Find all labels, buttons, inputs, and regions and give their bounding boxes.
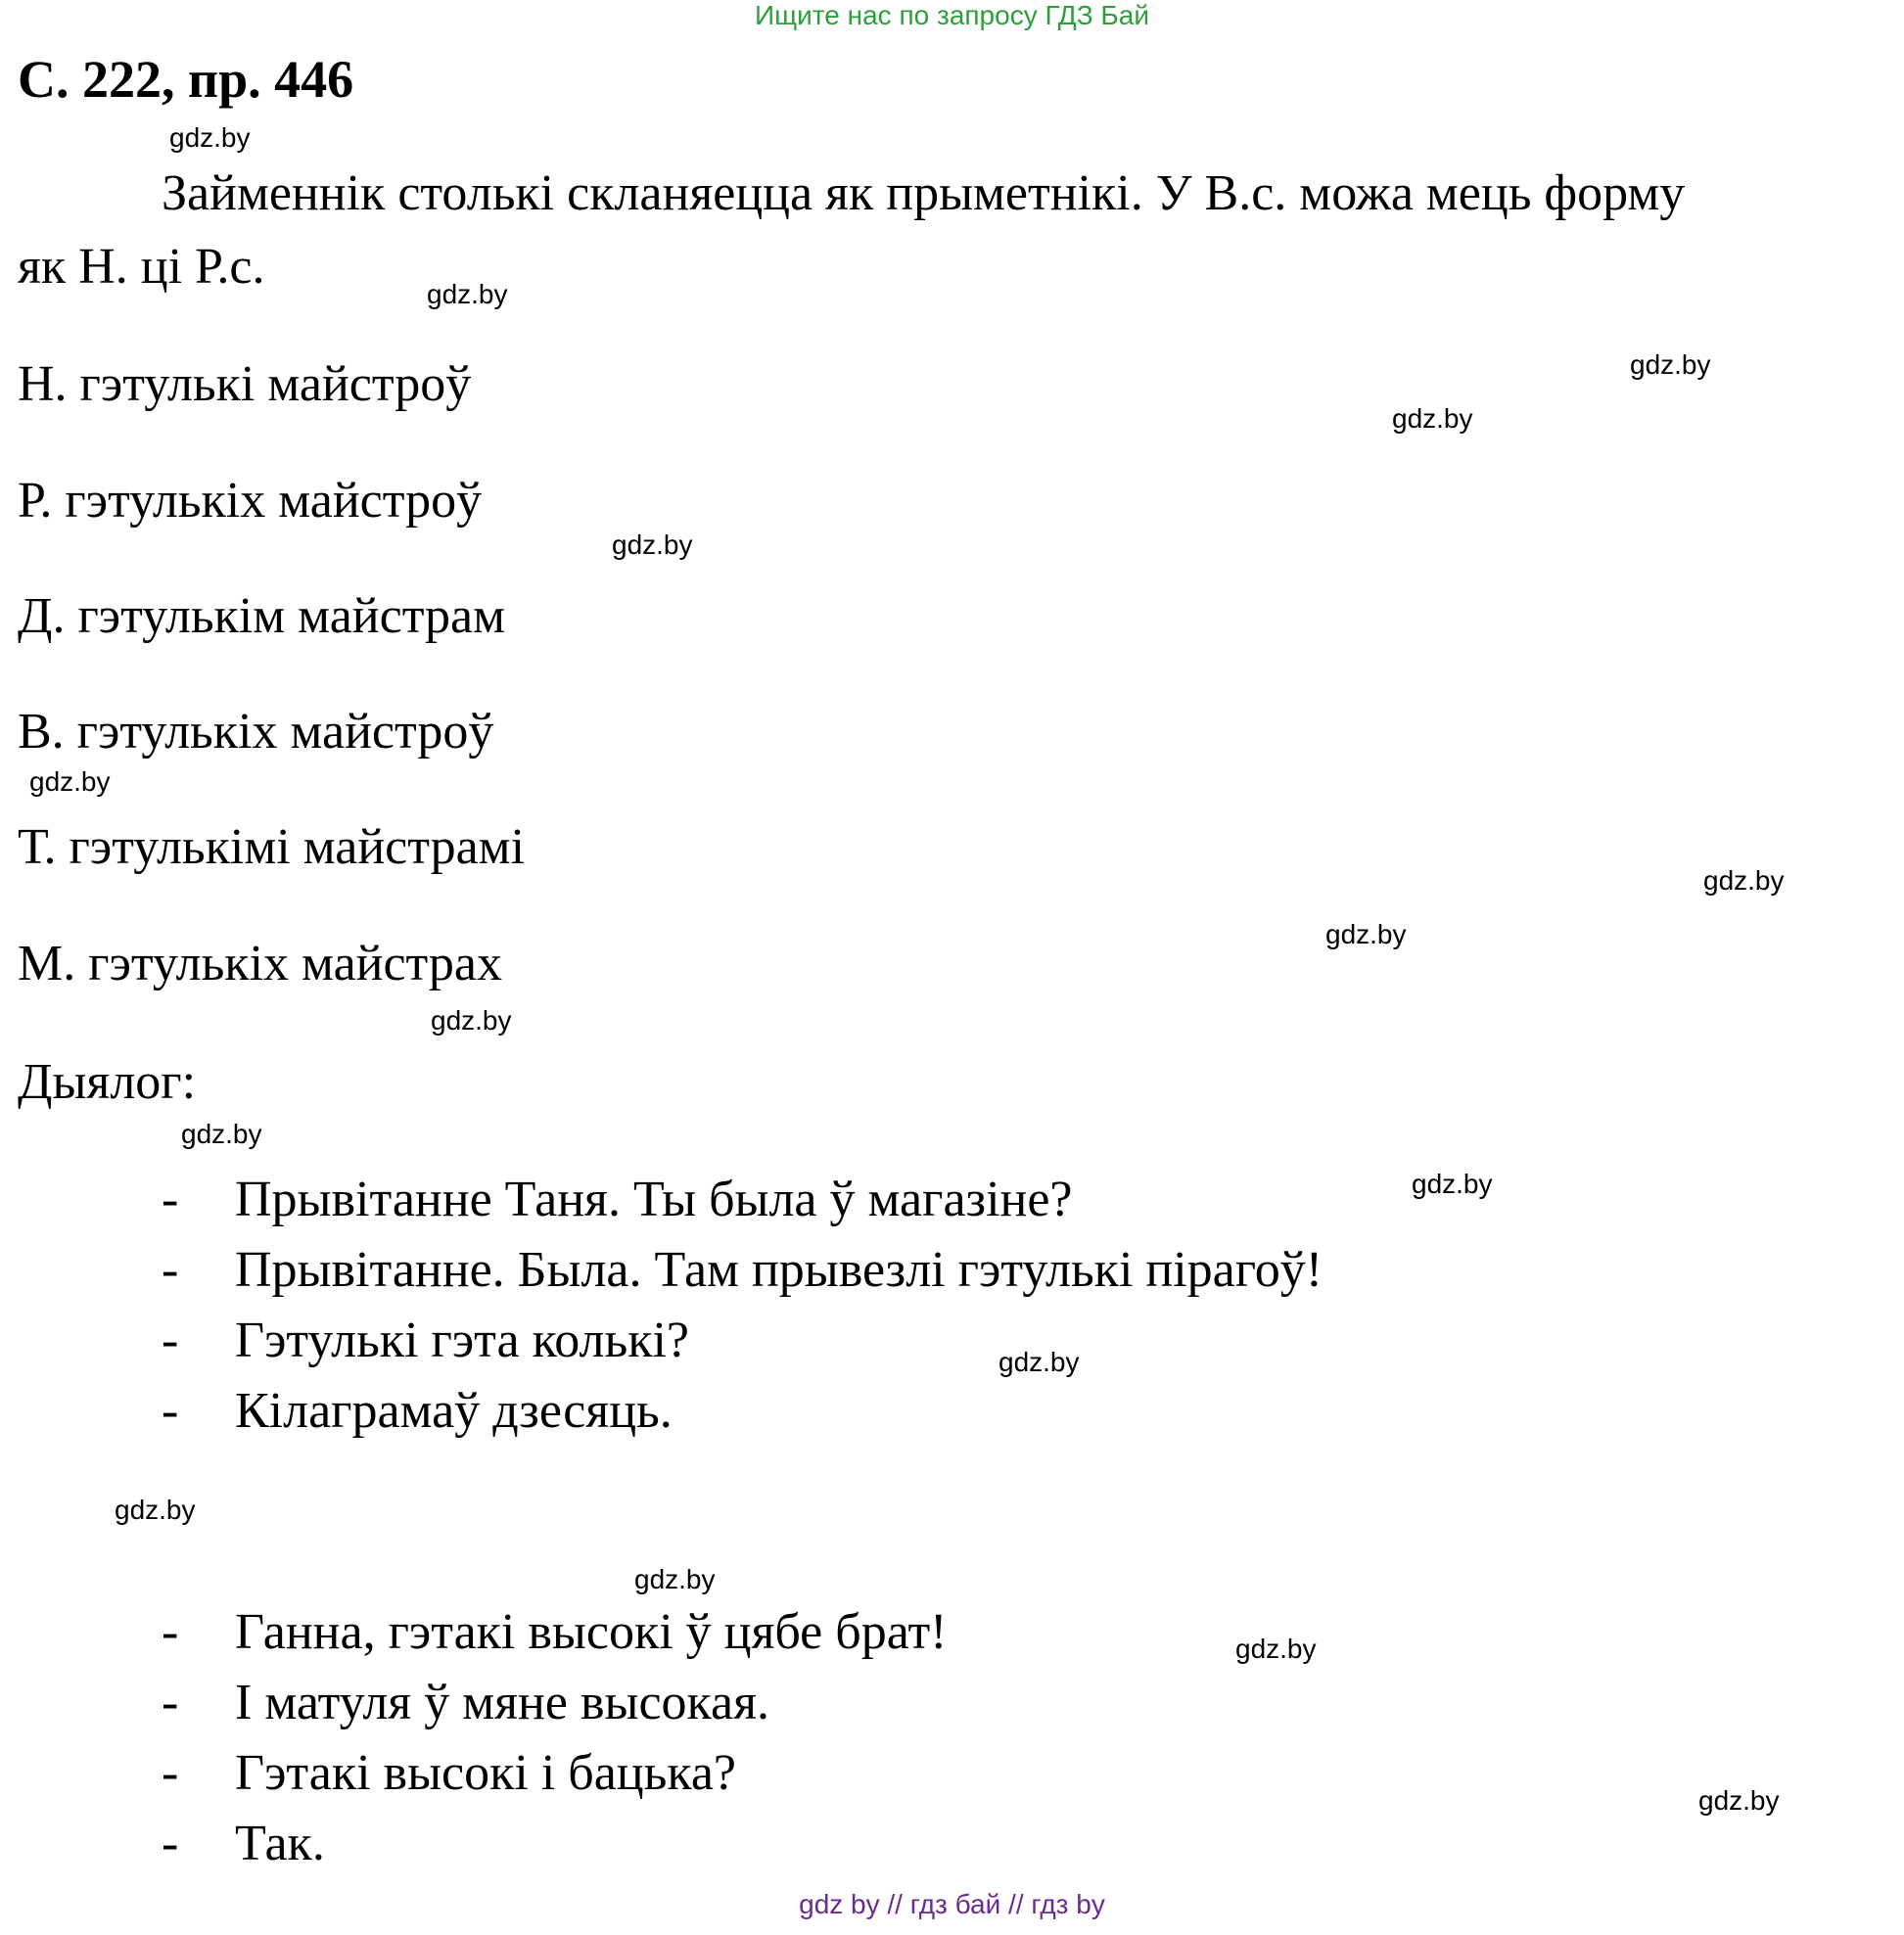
dialog-label: Дыялог:	[18, 1054, 197, 1110]
watermark: gdz.by	[181, 1119, 262, 1149]
dialog2-line-2: І матуля ў мяне высокая.	[235, 1675, 769, 1730]
watermark: gdz.by	[1630, 349, 1711, 380]
watermark: gdz.by	[1703, 865, 1785, 896]
dialog2-dash-2: -	[162, 1675, 179, 1730]
dialog2-line-1: Ганна, гэтакі высокі ў цябе брат!	[235, 1604, 948, 1660]
watermark: gdz.by	[998, 1347, 1080, 1377]
watermark: gdz.by	[1235, 1634, 1317, 1664]
page-title: С. 222, пр. 446	[18, 50, 354, 109]
dialog1-line-1: Прывітанне Таня. Ты была ў магазіне?	[235, 1172, 1073, 1227]
case-genitive: Р. гэтулькіх майстроў	[18, 473, 483, 529]
watermark: gdz.by	[612, 530, 693, 560]
case-accusative: В. гэтулькіх майстроў	[18, 704, 494, 760]
dialog1-dash-4: -	[162, 1383, 179, 1439]
case-dative: Д. гэтулькім майстрам	[18, 588, 506, 644]
dialog1-line-3: Гэтулькі гэта колькі?	[235, 1313, 689, 1368]
top-banner: Ищите нас по запросу ГДЗ Бай	[754, 0, 1150, 30]
watermark: gdz.by	[1325, 919, 1407, 949]
dialog1-dash-2: -	[162, 1242, 179, 1298]
watermark: gdz.by	[634, 1564, 716, 1594]
watermark: gdz.by	[427, 279, 508, 309]
dialog2-dash-1: -	[162, 1604, 179, 1660]
watermark: gdz.by	[1412, 1169, 1493, 1199]
watermark: gdz.by	[115, 1495, 196, 1525]
footer-links: gdz by // гдз бай // гдз by	[799, 1889, 1105, 1919]
dialog1-line-4: Кілаграмаў дзесяць.	[235, 1383, 673, 1439]
case-nominative: Н. гэтулькі майстроў	[18, 356, 472, 412]
dialog2-dash-3: -	[162, 1745, 179, 1801]
watermark: gdz.by	[1698, 1785, 1780, 1816]
watermark: gdz.by	[431, 1005, 512, 1036]
dialog1-line-2: Прывітанне. Была. Там прывезлі гэтулькі пірагоў!	[235, 1242, 1324, 1298]
watermark: gdz.by	[1392, 403, 1473, 434]
watermark: gdz.by	[29, 766, 111, 797]
watermark: gdz.by	[169, 122, 251, 153]
dialog1-dash-3: -	[162, 1313, 179, 1368]
dialog2-line-4: Так.	[235, 1816, 325, 1871]
case-instrumental: Т. гэтулькімі майстрамі	[18, 819, 526, 875]
dialog2-dash-4: -	[162, 1816, 179, 1871]
case-locative: М. гэтулькіх майстрах	[18, 936, 502, 991]
intro-line-2: як Н. ці Р.с.	[18, 239, 265, 295]
intro-line-1: Займеннік столькі скланяецца як прыметнікі. У В.с. можа мець форму	[162, 165, 1686, 221]
dialog2-line-3: Гэтакі высокі і бацька?	[235, 1745, 736, 1801]
dialog1-dash-1: -	[162, 1172, 179, 1227]
